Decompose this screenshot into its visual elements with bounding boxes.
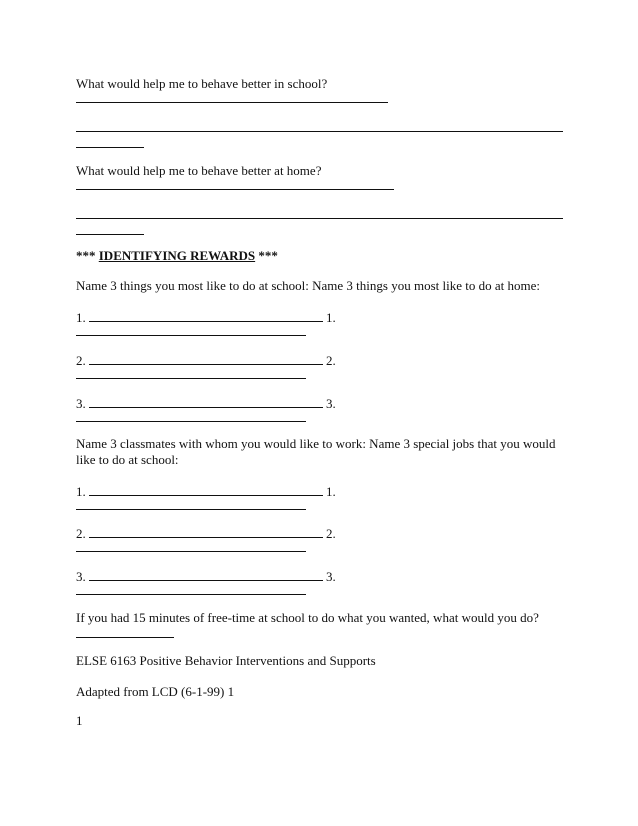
question-free-time: If you had 15 minutes of free-time at school to do what you wanted, what would you do? <box>76 610 539 625</box>
answer-line <box>76 551 306 552</box>
answer-line <box>76 594 306 595</box>
prompt-things-to-do: Name 3 things you most like to do at school: Name 3 things you most like to do at home: <box>76 278 540 293</box>
answer-line <box>76 234 144 235</box>
answer-blank <box>89 351 323 365</box>
answer-line <box>76 637 174 638</box>
numbered-blank-row <box>76 524 336 542</box>
page-number: 1 <box>76 713 83 728</box>
question-behave-home: What would help me to behave better at home? <box>76 163 322 178</box>
answer-blank <box>89 308 323 322</box>
item-number: 3. <box>326 569 336 584</box>
numbered-blank-row <box>76 351 336 369</box>
prompt-classmates-jobs: Name 3 classmates with whom you would like to work: Name 3 special jobs that you would like to do at school: <box>76 436 556 467</box>
numbered-blank-row <box>76 308 336 326</box>
answer-blank <box>89 567 323 581</box>
item-number: 1. <box>76 484 86 499</box>
item-number: 2. <box>326 353 336 368</box>
answer-line <box>76 147 144 148</box>
item-number: 1. <box>326 310 336 325</box>
section-heading <box>76 248 278 264</box>
item-number: 2. <box>326 526 336 541</box>
answer-blank <box>89 482 323 496</box>
numbered-blank-row <box>76 482 336 500</box>
item-number: 2. <box>76 526 86 541</box>
item-number: 1. <box>76 310 86 325</box>
numbered-blank-row <box>76 394 336 412</box>
numbered-blank-row <box>76 567 336 585</box>
answer-line <box>76 102 388 103</box>
heading-suffix: *** <box>258 248 278 263</box>
item-number: 3. <box>76 569 86 584</box>
item-number: 1. <box>326 484 336 499</box>
item-number: 3. <box>76 396 86 411</box>
answer-line <box>76 189 394 190</box>
answer-line <box>76 509 306 510</box>
answer-blank <box>89 394 323 408</box>
answer-line <box>76 421 306 422</box>
answer-line <box>76 335 306 336</box>
heading-title: IDENTIFYING REWARDS <box>98 248 256 263</box>
answer-blank <box>89 524 323 538</box>
answer-line <box>76 218 563 219</box>
answer-line <box>76 131 563 132</box>
item-number: 3. <box>326 396 336 411</box>
footer-course: ELSE 6163 Positive Behavior Interventions and Supports <box>76 653 376 668</box>
question-behave-school: What would help me to behave better in school? <box>76 76 328 91</box>
item-number: 2. <box>76 353 86 368</box>
answer-line <box>76 378 306 379</box>
heading-prefix: *** <box>76 248 96 263</box>
footer-adapted: Adapted from LCD (6-1-99) 1 <box>76 684 235 699</box>
